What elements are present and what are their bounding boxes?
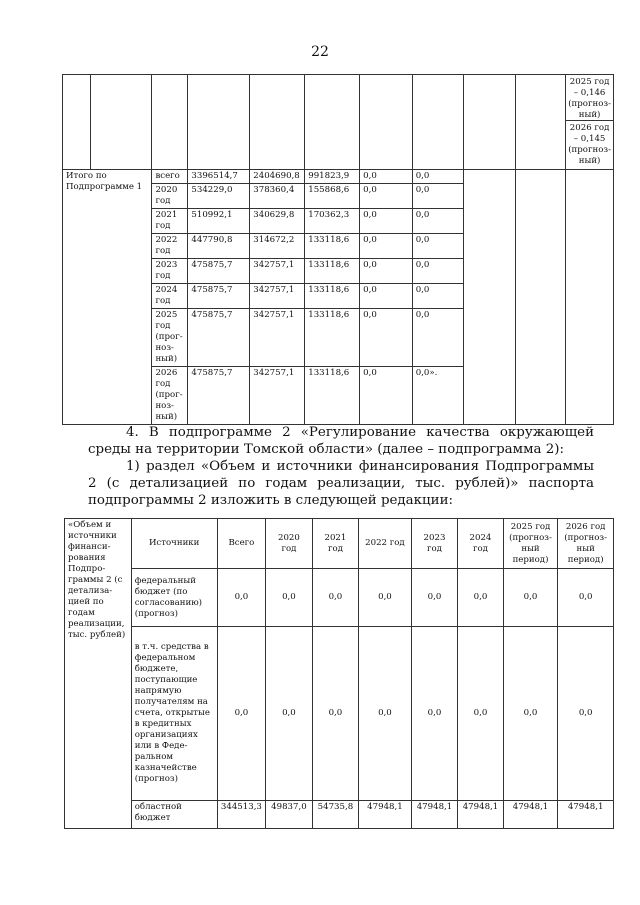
value-cell: 0,0 bbox=[412, 259, 464, 284]
source-cell: федеральный бюджет (по согласованию) (прогноз) bbox=[131, 569, 217, 627]
value-cell: 447790,8 bbox=[188, 234, 250, 259]
page-number: 22 bbox=[311, 44, 329, 60]
value-cell: 0,0 bbox=[217, 569, 266, 627]
paragraph-4: 4. В подпрограмме 2 «Регулирование качества окружающей среды на территории Томской области» (далее – подпрограмма 2): bbox=[88, 425, 594, 457]
column-header: 2021 год bbox=[312, 519, 359, 569]
value-cell: 0,0 bbox=[412, 234, 464, 259]
value-cell: 0,0». bbox=[412, 367, 464, 425]
value-cell: 0,0 bbox=[266, 627, 313, 801]
value-cell: 0,0 bbox=[360, 209, 413, 234]
value-cell: 342757,1 bbox=[250, 284, 305, 309]
value-cell: 133118,6 bbox=[305, 259, 360, 284]
column-header: 2025 год (прогнозный период) bbox=[503, 519, 558, 569]
forecast-2025-cell: 2025 год – 0,146 (прогнозный) bbox=[566, 75, 613, 121]
forecast-2026-cell: 2026 год – 0,145 (прогнозный) bbox=[568, 123, 611, 166]
column-header: Источники bbox=[131, 519, 217, 569]
value-cell: 0,0 bbox=[266, 569, 313, 627]
value-cell: 475875,7 bbox=[188, 309, 250, 367]
value-cell: 0,0 bbox=[412, 284, 464, 309]
value-cell: 0,0 bbox=[458, 569, 503, 627]
value-cell: 47948,1 bbox=[558, 801, 614, 829]
value-cell: 47948,1 bbox=[359, 801, 412, 829]
period-cell: 2026 год (прогнозный) bbox=[152, 367, 188, 425]
column-header: 2022 год bbox=[359, 519, 412, 569]
value-cell: 2404690,8 bbox=[250, 170, 305, 184]
value-cell: 344513,3 bbox=[217, 801, 266, 829]
value-cell: 0,0 bbox=[411, 569, 458, 627]
subprogram1-totals-table bbox=[62, 74, 614, 425]
value-cell: 0,0 bbox=[360, 170, 413, 184]
value-cell: 0,0 bbox=[312, 569, 359, 627]
value-cell: 0,0 bbox=[360, 367, 413, 425]
value-cell: 0,0 bbox=[412, 184, 464, 209]
value-cell: 0,0 bbox=[359, 569, 412, 627]
column-header: 2024 год bbox=[458, 519, 503, 569]
value-cell: 534229,0 bbox=[188, 184, 250, 209]
value-cell: 0,0 bbox=[360, 234, 413, 259]
value-cell: 475875,7 bbox=[188, 259, 250, 284]
source-cell: в т.ч. средства в федеральном бюджете, поступающие напрямую получателям на счета, открытые в кредитных организациях или в Федеральном казначействе (прогноз) bbox=[131, 627, 217, 801]
value-cell: 991823,9 bbox=[305, 170, 360, 184]
value-cell: 378360,4 bbox=[250, 184, 305, 209]
value-cell: 342757,1 bbox=[250, 259, 305, 284]
value-cell: 47948,1 bbox=[458, 801, 503, 829]
value-cell: 0,0 bbox=[558, 569, 614, 627]
value-cell: 0,0 bbox=[458, 627, 503, 801]
column-header: 2026 год (прогнозный период) bbox=[558, 519, 614, 569]
value-cell: 0,0 bbox=[360, 259, 413, 284]
value-cell: 133118,6 bbox=[305, 284, 360, 309]
column-header: Всего bbox=[217, 519, 266, 569]
value-cell: 0,0 bbox=[503, 627, 558, 801]
value-cell: 47948,1 bbox=[411, 801, 458, 829]
value-cell: 0,0 bbox=[360, 184, 413, 209]
period-cell: 2021 год bbox=[152, 209, 188, 234]
subprogram2-funding-table bbox=[64, 518, 614, 829]
value-cell: 155868,6 bbox=[305, 184, 360, 209]
value-cell: 54735,8 bbox=[312, 801, 359, 829]
value-cell: 510992,1 bbox=[188, 209, 250, 234]
value-cell: 0,0 bbox=[360, 284, 413, 309]
column-header: 2020 год bbox=[266, 519, 313, 569]
period-cell: 2024 год bbox=[152, 284, 188, 309]
value-cell: 0,0 bbox=[312, 627, 359, 801]
value-cell: 0,0 bbox=[412, 309, 464, 367]
value-cell: 0,0 bbox=[558, 627, 614, 801]
value-cell: 342757,1 bbox=[250, 309, 305, 367]
value-cell: 170362,3 bbox=[305, 209, 360, 234]
value-cell: 0,0 bbox=[412, 209, 464, 234]
period-cell: 2025 год (прогнозный) bbox=[152, 309, 188, 367]
paragraph-4-1: 1) раздел «Объем и источники финансирования Подпрограммы 2 (с детализацией по годам реализации, тыс. рублей)» паспорта подпрограммы 2 изложить в следующей редакции: bbox=[88, 459, 594, 508]
value-cell: 340629,8 bbox=[250, 209, 305, 234]
value-cell: 342757,1 bbox=[250, 367, 305, 425]
period-cell: 2020 год bbox=[152, 184, 188, 209]
source-cell: областной бюджет bbox=[131, 801, 217, 829]
total-label: Итого по Подпрограмме 1 bbox=[63, 170, 152, 425]
value-cell: 0,0 bbox=[412, 170, 464, 184]
value-cell: 475875,7 bbox=[188, 367, 250, 425]
period-cell: 2023 год bbox=[152, 259, 188, 284]
column-header: 2023 год bbox=[411, 519, 458, 569]
table-row bbox=[65, 569, 614, 627]
value-cell: 3396514,7 bbox=[188, 170, 250, 184]
value-cell: 0,0 bbox=[503, 569, 558, 627]
value-cell: 133118,6 bbox=[305, 234, 360, 259]
table-header-row bbox=[65, 519, 614, 569]
value-cell: 49837,0 bbox=[266, 801, 313, 829]
table-row bbox=[63, 170, 614, 184]
value-cell: 0,0 bbox=[360, 309, 413, 367]
value-cell: 133118,6 bbox=[305, 367, 360, 425]
value-cell: 475875,7 bbox=[188, 284, 250, 309]
value-cell: 47948,1 bbox=[503, 801, 558, 829]
value-cell: 133118,6 bbox=[305, 309, 360, 367]
value-cell: 0,0 bbox=[411, 627, 458, 801]
table-row bbox=[65, 801, 614, 829]
period-cell: всего bbox=[152, 170, 188, 184]
period-cell: 2022 год bbox=[152, 234, 188, 259]
value-cell: 0,0 bbox=[217, 627, 266, 801]
table-row bbox=[65, 627, 614, 801]
value-cell: 314672,2 bbox=[250, 234, 305, 259]
row-label: «Объем и источники финансирования Подпрограммы 2 (с детализацией по годам реализации, тыс. рублей) bbox=[65, 519, 132, 829]
value-cell: 0,0 bbox=[359, 627, 412, 801]
